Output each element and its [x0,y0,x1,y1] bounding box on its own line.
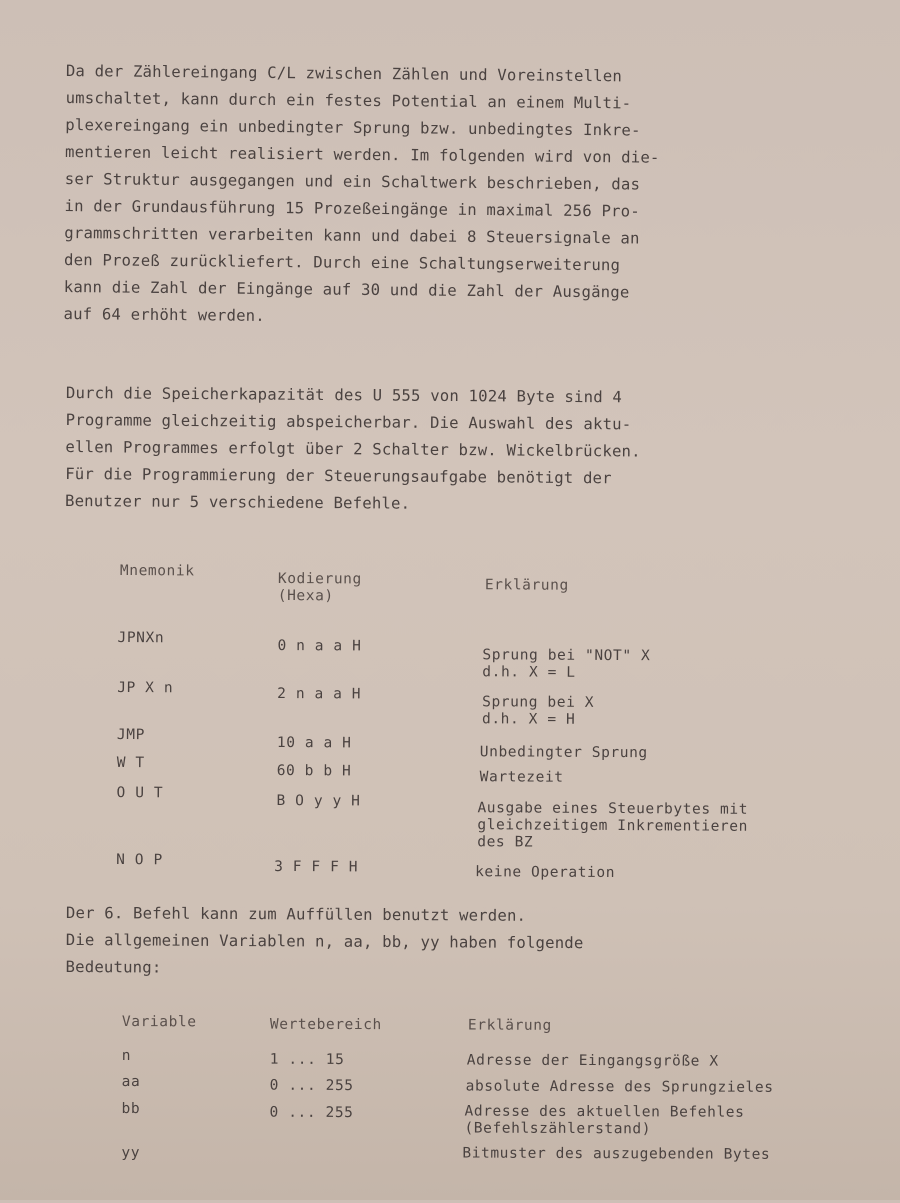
text-line: ser Struktur ausgegangen und ein Schaltwerk beschrieben, das [64,169,641,194]
cell-explanation: gleichzeitigem Inkrementieren [477,817,748,835]
cell-explanation: Unbedingter Sprung [479,744,648,762]
header-explanation: Erklärung [484,577,569,594]
text-line: Programme gleichzeitig abspeicherbar. Die Auswahl des aktu- [65,410,632,434]
cell-mnemonic: W T [116,754,145,772]
text-line: ellen Programmes erfolgt über 2 Schalter bzw. Wickelbrücken. [65,437,641,461]
text-line: den Prozeß zurückliefert. Durch eine Schaltungserweiterung [63,250,621,275]
cell-variable: aa [121,1074,141,1091]
cell-range: 0 ... 255 [269,1077,354,1095]
cell-coding: 3 F F F H [274,858,359,876]
cell-explanation: d.h. X = L [482,664,576,681]
text-line: auf 64 erhöht werden. [63,304,265,325]
header-coding-sub: (Hexa) [277,587,334,605]
header-explanation: Erklärung [467,1017,552,1034]
text-line: in der Grundausführung 15 Prozeßeingänge in maximal 256 Pro- [64,196,640,221]
cell-explanation: Wartezeit [479,769,564,786]
cell-variable: n [121,1048,132,1065]
header-coding: Kodierung [277,570,362,588]
cell-explanation: des BZ [477,834,534,851]
cell-explanation: Adresse der Eingangsgröße X [466,1052,719,1070]
cell-explanation: Bitmuster des auszugebenden Bytes [462,1145,771,1163]
text-line: Für die Programmierung der Steuerungsaufgabe benötigt der [65,464,612,488]
cell-mnemonic: N O P [116,851,163,869]
cell-explanation: (Befehlszählerstand) [464,1120,652,1138]
cell-explanation: Sprung bei "NOT" X [482,647,651,665]
cell-variable: bb [121,1101,141,1118]
cell-mnemonic: JPNXn [117,629,165,647]
text-line: kann die Zahl der Eingänge auf 30 und die Zahl der Ausgänge [63,277,630,302]
cell-explanation: keine Operation [475,864,616,882]
text-line: Da der Zählereingang C/L zwischen Zählen und Voreinstellen [65,61,623,86]
cell-coding: B O y y H [276,792,361,810]
cell-explanation: d.h. X = H [481,711,576,728]
text-line: Durch die Speicherkapazität des U 555 von 1024 Byte sind 4 [65,383,623,407]
cell-explanation: Sprung bei X [482,694,595,711]
header-mnemonic: Mnemonik [119,562,195,580]
cell-variable: yy [121,1145,141,1162]
cell-mnemonic: JMP [116,726,145,744]
header-range: Wertebereich [269,1016,382,1034]
cell-mnemonic: O U T [116,784,164,802]
text-line: Benutzer nur 5 verschiedene Befehle. [64,491,411,513]
text-line: plexereingang ein unbedingter Sprung bzw. unbedingtes Inkre- [65,115,641,140]
text-line: umschaltet, kann durch ein festes Potential an einem Multi- [65,88,632,113]
text-line: mentieren leicht realisiert werden. Im folgenden wird von die- [65,142,660,167]
text-line: Bedeutung: [65,957,162,977]
cell-explanation: absolute Adresse des Sprungzieles [465,1078,774,1096]
cell-explanation: Adresse des aktuellen Befehles [464,1103,745,1121]
cell-mnemonic: JP X n [117,679,174,697]
cell-coding: 10 a a H [276,734,352,752]
cell-range: 0 ... 255 [269,1104,354,1122]
cell-coding: 2 n a a H [277,685,362,703]
header-variable: Variable [121,1014,197,1031]
text-line: Der 6. Befehl kann zum Auffüllen benutzt werden. [65,903,527,925]
cell-explanation: Ausgabe eines Steuerbytes mit [477,800,749,818]
text-line: grammschritten verarbeiten kann und dabei 8 Steuersignale an [64,223,640,248]
text-line: Die allgemeinen Variablen n, aa, bb, yy haben folgende [65,930,584,953]
cell-coding: 0 n a a H [277,637,362,655]
cell-coding: 60 b b H [276,762,352,780]
cell-range: 1 ... 15 [269,1051,345,1068]
